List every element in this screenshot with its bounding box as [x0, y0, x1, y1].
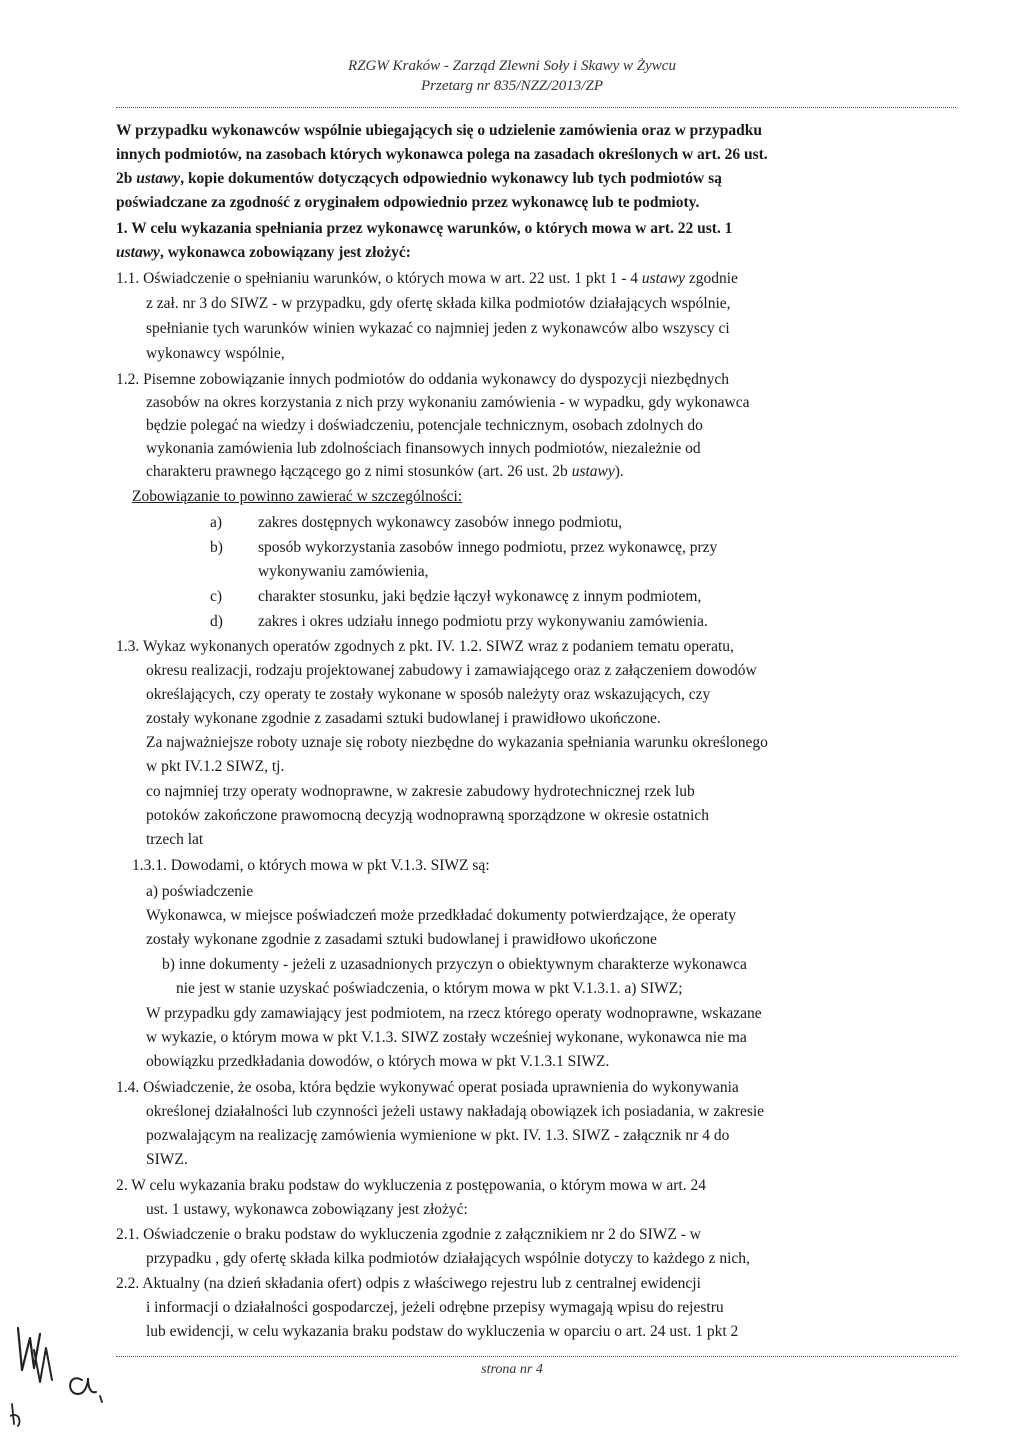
list-marker: c) [210, 588, 223, 605]
list-item: 2.1. Oświadczenie o braku podstaw do wykluczenia zgodnie z załącznikiem nr 2 do SIWZ - w [116, 1226, 701, 1243]
list-item-line: obowiązku przedkładania dowodów, o których mowa w pkt V.1.3.1 SIWZ. [146, 1053, 610, 1070]
list-item-line: Wykonawca, w miejsce poświadczeń może przedkładać dokumenty potwierdzające, że operaty [146, 907, 736, 924]
page-number: strona nr 4 [481, 1362, 543, 1377]
list-item-line: trzech lat [146, 831, 204, 848]
list-item-line: potoków zakończone prawomocną decyzją wodnoprawną sporządzone w okresie ostatnich [146, 807, 709, 824]
list-item-line: przypadku , gdy ofertę składa kilka podmiotów działających wspólnie dotyczy to każdego z nich, [146, 1250, 750, 1267]
list-item-line: lub ewidencji, w celu wykazania braku podstaw do wykluczenia w oparciu o art. 24 ust. 1 pkt 2 [146, 1323, 739, 1340]
list-item-line: SIWZ. [146, 1151, 188, 1168]
list-item: 2.2. Aktualny (na dzień składania ofert) odpis z właściwego rejestru lub z centralnej ewidencji [116, 1275, 701, 1292]
list-marker: a) [210, 514, 223, 531]
section-heading: ustawy, wykonawca zobowiązany jest złożyć: [116, 244, 411, 261]
section-heading: 1. W celu wykazania spełniania przez wykonawcę warunków, o których mowa w art. 22 ust. 1 [116, 220, 733, 237]
header-tender-number: Przetarg nr 835/NZZ/2013/ZP [421, 78, 603, 94]
list-item-line: okresu realizacji, rodzaju projektowanej zabudowy i zamawiającego oraz z załączeniem dowodów [146, 662, 757, 679]
header-divider [116, 107, 956, 108]
list-item-line: Za najważniejsze roboty uznaje się roboty niezbędne do wykazania spełniania warunku określonego [146, 734, 768, 751]
list-item-line: w wykazie, o którym mowa w pkt V.1.3. SIWZ zostały wcześniej wykonane, wykonawca nie ma [146, 1029, 747, 1046]
subheading: Zobowiązanie to powinno zawierać w szczególności: [132, 488, 463, 505]
list-item-line: co najmniej trzy operaty wodnoprawne, w zakresie zabudowy hydrotechnicznej rzek lub [146, 783, 695, 800]
list-item-line: wykonawcy wspólnie, [146, 345, 285, 362]
list-item: 1.2. Pisemne zobowiązanie innych podmiotów do oddania wykonawcy do dyspozycji niezbędnych [116, 371, 729, 388]
list-item-line: a) poświadczenie [146, 883, 254, 900]
list-item-line: pozwalającym na realizację zamówienia wymienione w pkt. IV. 1.3. SIWZ - załącznik nr 4 do [146, 1127, 730, 1144]
list-item-line: b) inne dokumenty - jeżeli z uzasadnionych przyczyn o obiektywnym charakterze wykonawca [162, 956, 747, 973]
list-item-line: charakter stosunku, jaki będzie łączył wykonawcę z innym podmiotem, [258, 588, 702, 605]
list-item-line: charakteru prawnego łączącego go z nimi stosunków (art. 26 ust. 2b ustawy). [146, 463, 624, 480]
list-item-line: nie jest w stanie uzyskać poświadczenia, o którym mowa w pkt V.1.3.1. a) SIWZ; [176, 980, 683, 997]
list-item-line: wykonywaniu zamówienia, [258, 563, 429, 580]
list-item-line: zasobów na okres korzystania z nich przy wykonaniu zamówienia - w wypadku, gdy wykonawca [146, 394, 750, 411]
list-item-line: wykonania zamówienia lub zdolnościach finansowych innych podmiotów, niezależnie od [146, 440, 701, 457]
list-item-line: będzie polegać na wiedzy i doświadczeniu, potencjale technicznym, osobach zdolnych do [146, 417, 703, 434]
list-item: 1.3. Wykaz wykonanych operatów zgodnych z pkt. IV. 1.2. SIWZ wraz z podaniem tematu operatu, [116, 638, 734, 655]
list-item-line: zostały wykonane zgodnie z zasadami sztuki budowlanej i prawidłowo ukończone. [146, 710, 661, 727]
list-item: 1.3.1. Dowodami, o których mowa w pkt V.1.3. SIWZ są: [132, 857, 490, 874]
list-item-line: spełnianie tych warunków winien wykazać co najmniej jeden z wykonawców albo wszyscy ci [146, 320, 730, 337]
list-item-line: W przypadku gdy zamawiający jest podmiotem, na rzecz którego operaty wodnoprawne, wskazane [146, 1005, 762, 1022]
header-title: RZGW Kraków - Zarząd Zlewni Soły i Skawy w Żywcu [348, 58, 676, 74]
list-item: 1.1. Oświadczenie o spełnianiu warunków, o których mowa w art. 22 ust. 1 pkt 1 - 4 ustawy zgodnie [116, 270, 738, 287]
list-marker: b) [210, 539, 223, 556]
list-item-line: sposób wykorzystania zasobów innego podmiotu, przez wykonawcę, przy [258, 539, 718, 556]
list-item-line: zakres dostępnych wykonawcy zasobów innego podmiotu, [258, 514, 623, 531]
paragraph-line: W przypadku wykonawców wspólnie ubiegających się o udzielenie zamówienia oraz w przypadku [116, 122, 763, 139]
paragraph-line: 2b ustawy, kopie dokumentów dotyczących odpowiednio wykonawcy lub tych podmiotów są [116, 170, 722, 187]
list-marker: d) [210, 613, 223, 630]
list-item-line: w pkt IV.1.2 SIWZ, tj. [146, 758, 285, 775]
list-item-line: określonej działalności lub czynności jeżeli ustawy nakładają obowiązek ich posiadania, w zakresie [146, 1103, 765, 1120]
handwritten-signature [10, 1320, 120, 1435]
footer-divider [116, 1356, 956, 1357]
section-heading: ust. 1 ustawy, wykonawca zobowiązany jest złożyć: [146, 1201, 468, 1218]
list-item-line: określających, czy operaty te zostały wykonane w sposób należyty oraz wskazujących, czy [146, 686, 711, 703]
list-item-line: i informacji o działalności gospodarczej, jeżeli odrębne przepisy wymagają wpisu do rejestru [146, 1299, 724, 1316]
list-item-line: z zał. nr 3 do SIWZ - w przypadku, gdy ofertę składa kilka podmiotów działających wspólnie, [146, 295, 731, 312]
list-item: 1.4. Oświadczenie, że osoba, która będzie wykonywać operat posiada uprawnienia do wykonywania [116, 1079, 739, 1096]
paragraph-line: innych podmiotów, na zasobach których wykonawca polega na zasadach określonych w art. 26 ust. [116, 146, 768, 163]
list-item-line: zostały wykonane zgodnie z zasadami sztuki budowlanej i prawidłowo ukończone [146, 931, 657, 948]
paragraph-line: poświadczane za zgodność z oryginałem odpowiednio przez wykonawcę lub te podmioty. [116, 194, 700, 211]
section-heading: 2. W celu wykazania braku podstaw do wykluczenia z postępowania, o którym mowa w art. 24 [116, 1177, 706, 1194]
list-item-line: zakres i okres udziału innego podmiotu przy wykonywaniu zamówienia. [258, 613, 708, 630]
